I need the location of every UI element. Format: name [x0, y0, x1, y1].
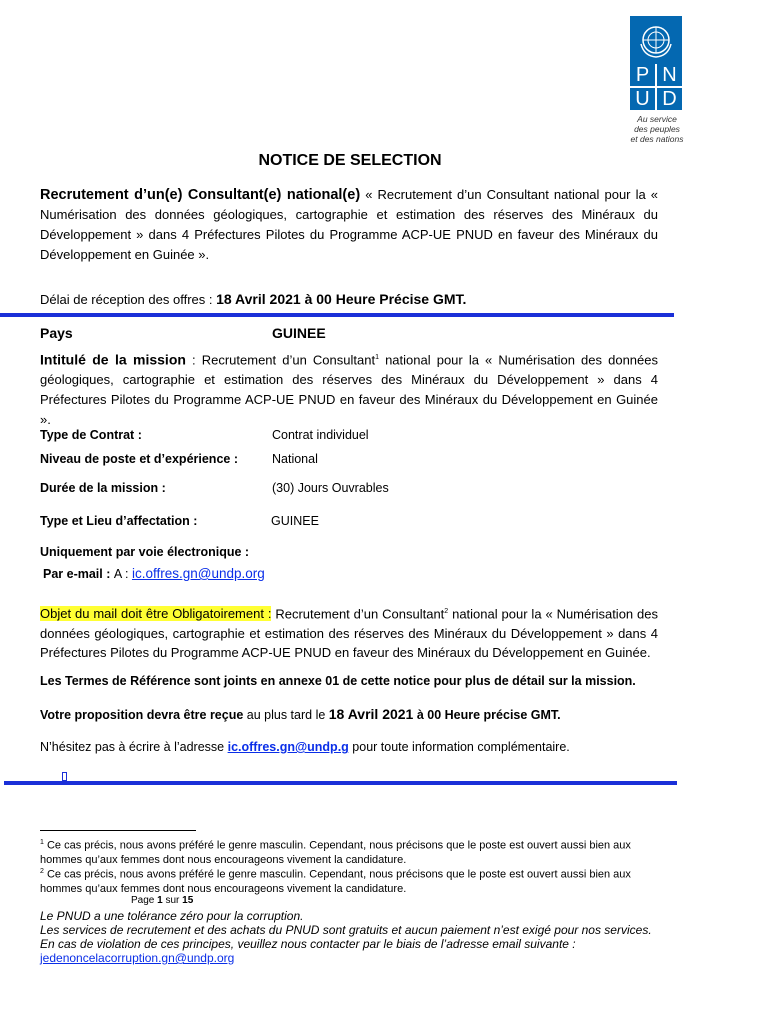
country-value: GUINEE	[272, 325, 326, 341]
mission-text-cont: national pour la « Numérisation des données géologiques, cartographie et estimation des réserves des Minéraux du Développement » dans 4 Préfectures Pilotes du Programme ACP-UE PNUD en faveur des Minéraux du Développement en Guinée ».	[40, 352, 658, 428]
footnote-ref: 2	[444, 608, 449, 615]
duration-label-text: Durée de la mission :	[40, 481, 166, 495]
proposal-part3: à 00 Heure précise GMT.	[413, 708, 561, 722]
field-value-duration: (30) Jours Ouvrables	[272, 481, 389, 495]
intro-paragraph	[40, 185, 658, 265]
proposal-part2: au plus tard le	[243, 708, 329, 722]
footnote-separator	[40, 830, 196, 831]
contact-text-cont: pour toute information complémentaire.	[348, 740, 570, 754]
subject-paragraph	[40, 602, 658, 663]
logo-letter: U	[630, 88, 655, 110]
logo-tagline	[622, 114, 692, 144]
email-line	[43, 566, 265, 581]
application-email-link[interactable]: ic.offres.gn@undp.org	[131, 566, 265, 581]
field-label-duration	[40, 481, 166, 495]
page-sep: sur	[162, 895, 183, 906]
footnote-text: Ce cas précis, nous avons préféré le genre masculin. Cependant, nous précisons que le poste est ouvert aussi bien aux hommes qu’aux femmes dont nous encourageons vivement la candidature.	[40, 868, 631, 895]
page-title: NOTICE DE SELECTION	[258, 152, 442, 169]
deadline-value: 18 Avril 2021 à 00 Heure Précise GMT.	[216, 291, 467, 307]
field-label-contract: Type de Contrat :	[40, 428, 142, 442]
logo-letter: N	[657, 64, 682, 86]
deadline-label: Délai de réception des offres :	[40, 292, 217, 307]
field-label-location: Type et Lieu d’affectation :	[40, 514, 198, 528]
divider-bottom	[4, 781, 677, 785]
footnote-number: 2	[40, 868, 44, 875]
intro-heading: Recrutement d’un(e) Consultant(e) national(e)	[40, 187, 361, 203]
subject-highlight: Objet du mail doit être Obligatoirement :	[40, 606, 272, 622]
logo-letters	[630, 64, 682, 110]
footer-line: Les services de recrutement et des achats du PNUD sont gratuits et aucun paiement n’est exigé pour nos services.	[40, 923, 652, 937]
intro-text: « Recrutement d’un Consultant national pour la « Numérisation des données géologiques, cartographie et estimation des réserves des Minéraux du Développement » dans 4 Préfectures Pilotes du Programme ACP-UE PNUD en faveur des Minéraux du Développement en Guinée ».	[40, 187, 658, 262]
mission-text: : Recrutement d’un Consultant	[185, 352, 376, 368]
field-value-level: National	[272, 452, 318, 466]
mission-label: Intitulé de la mission	[40, 351, 186, 368]
field-value-location: GUINEE	[271, 514, 319, 528]
tor-note: Les Termes de Référence sont joints en annexe 01 de cette notice pour plus de détail sur la mission.	[40, 674, 636, 688]
electronic-label: Uniquement par voie électronique :	[40, 545, 250, 559]
email-prefix: A :	[113, 567, 132, 581]
un-emblem-icon	[630, 16, 682, 64]
contact-line	[40, 740, 570, 754]
logo-letter: P	[630, 64, 655, 86]
footnote-ref: 1	[375, 354, 379, 361]
email-label: Par e-mail :	[43, 567, 114, 581]
page-current: 1	[157, 895, 163, 906]
deadline-line	[40, 289, 658, 310]
subject-text-cont: national pour la « Numérisation des données géologiques, cartographie et estimation des réserves des Minéraux du Développement » dans 4 Préfectures Pilotes du Programme ACP-UE PNUD en faveur des Minéraux du Développement en Guinée.	[40, 606, 659, 661]
footnote-number: 1	[40, 839, 44, 846]
footer-line: En cas de violation de ces principes, veuillez nous contacter par le biais de l’adresse email suivante :	[40, 937, 576, 951]
proposal-part1: Votre proposition devra être reçue	[40, 708, 244, 722]
pnud-logo	[630, 16, 682, 144]
logo-letter: D	[657, 88, 682, 110]
page-total: 15	[182, 895, 194, 906]
mission-paragraph	[40, 348, 658, 430]
footer-notice	[40, 909, 680, 965]
tagline-line: Au service	[637, 114, 677, 124]
subject-text: Recrutement d’un Consultant	[271, 606, 445, 622]
footer-line: Le PNUD a une tolérance zéro pour la corruption.	[40, 909, 304, 923]
footnote-text: Ce cas précis, nous avons préféré le genre masculin. Cependant, nous précisons que le poste est ouvert aussi bien aux hommes qu’aux femmes dont nous encourageons vivement la candidature.	[40, 839, 631, 866]
proposal-line	[40, 706, 561, 722]
field-value-contract: Contrat individuel	[272, 428, 369, 442]
contact-text: N’hésitez pas à écrire à l’adresse	[40, 740, 228, 754]
anchor-marker-icon	[62, 772, 67, 781]
page-number	[131, 895, 193, 906]
footnote-1	[40, 836, 662, 867]
tagline-line: et des nations	[630, 134, 684, 144]
corruption-email-link[interactable]: jedenoncelacorruption.gn@undp.org	[40, 951, 235, 965]
field-label-level: Niveau de poste et d’expérience :	[40, 452, 238, 466]
footnote-2	[40, 865, 662, 896]
proposal-date: 18 Avril 2021	[328, 706, 414, 722]
divider-top	[0, 313, 674, 317]
page-prefix: Page	[131, 895, 158, 906]
logo-box	[630, 16, 682, 110]
tagline-line: des peuples	[634, 124, 680, 134]
contact-email-link[interactable]: ic.offres.gn@undp.g	[227, 740, 349, 754]
country-label: Pays	[40, 325, 73, 341]
